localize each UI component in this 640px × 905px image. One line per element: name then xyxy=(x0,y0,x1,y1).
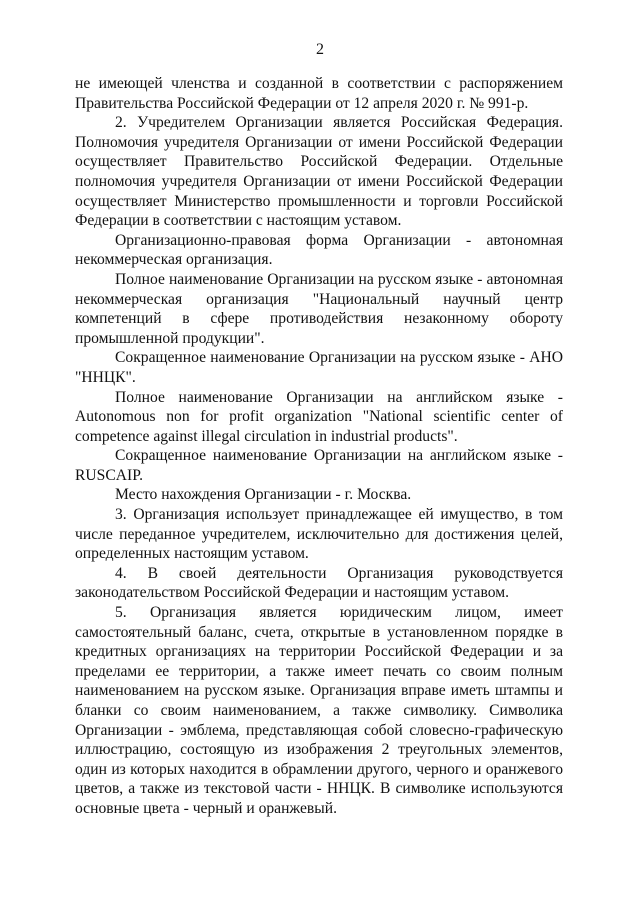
paragraph-property: 3. Организация использует принадлежащее ей имущество, в том числе переданное учредителем, исключительно для достижения целей, определенных настоящим уставом. xyxy=(75,506,563,563)
paragraph-full-name-en: Полное наименование Организации на английском языке - Autonomous non for profit organization "National scientific center of competence against illegal circulation in industrial products". xyxy=(75,388,563,445)
page-number: 2 xyxy=(316,41,324,58)
paragraph-short-name-ru: Сокращенное наименование Организации на русском языке - АНО "ННЦК". xyxy=(75,349,563,386)
document-body xyxy=(75,74,563,819)
paragraph-location: Место нахождения Организации - г. Москва. xyxy=(115,486,412,504)
paragraph-activity: 4. В своей деятельности Организация руководствуется законодательством Российской Федерации и настоящим уставом. xyxy=(75,564,563,602)
paragraph-short-name-en: Сокращенное наименование Организации на английском языке - RUSCAIP. xyxy=(75,447,563,484)
paragraph-full-name-ru: Полное наименование Организации на русском языке - автономная некоммерческая организация "Национальный научный центр компетенций в сфере противодействия незаконному обороту промышленной продукции". xyxy=(75,270,563,347)
paragraph-legal-form: Организационно-правовая форма Организации - автономная некоммерческая организация. xyxy=(75,231,563,269)
paragraph-continuation: не имеющей членства и созданной в соответствии с распоряжением Правительства Российской Федерации от 12 апреля 2020 г. № 991-р. xyxy=(75,75,563,112)
paragraph-founder: 2. Учредителем Организации является Российская Федерация. Полномочия учредителя Организации от имени Российской Федерации осуществляет Правительство Российской Федерации. Отдельные полномочия учредителя Организации от имени Российской Федерации осуществляет Министерство промышленности и торговли Российской Федерации в соответствии с настоящим уставом. xyxy=(75,114,563,230)
paragraph-legal-entity: 5. Организация является юридическим лицом, имеет самостоятельный баланс, счета, открытые в установленном порядке в кредитных организациях на территории Российской Федерации и за пределами ее территории, а также имеет печать со своим полным наименованием на русском языке. Организация вправе иметь штампы и бланки со своим наименованием, а также символику. Символика Организации - эмблема, представляющая собой словесно-графическую иллюстрацию, состоящую из изображения 2 треугольных элементов, один из которых находится в обрамлении другого, черного и оранжевого цветов, а также из текстовой части - ННЦК. В символике используются основные цвета - черный и оранжевый. xyxy=(75,604,563,817)
